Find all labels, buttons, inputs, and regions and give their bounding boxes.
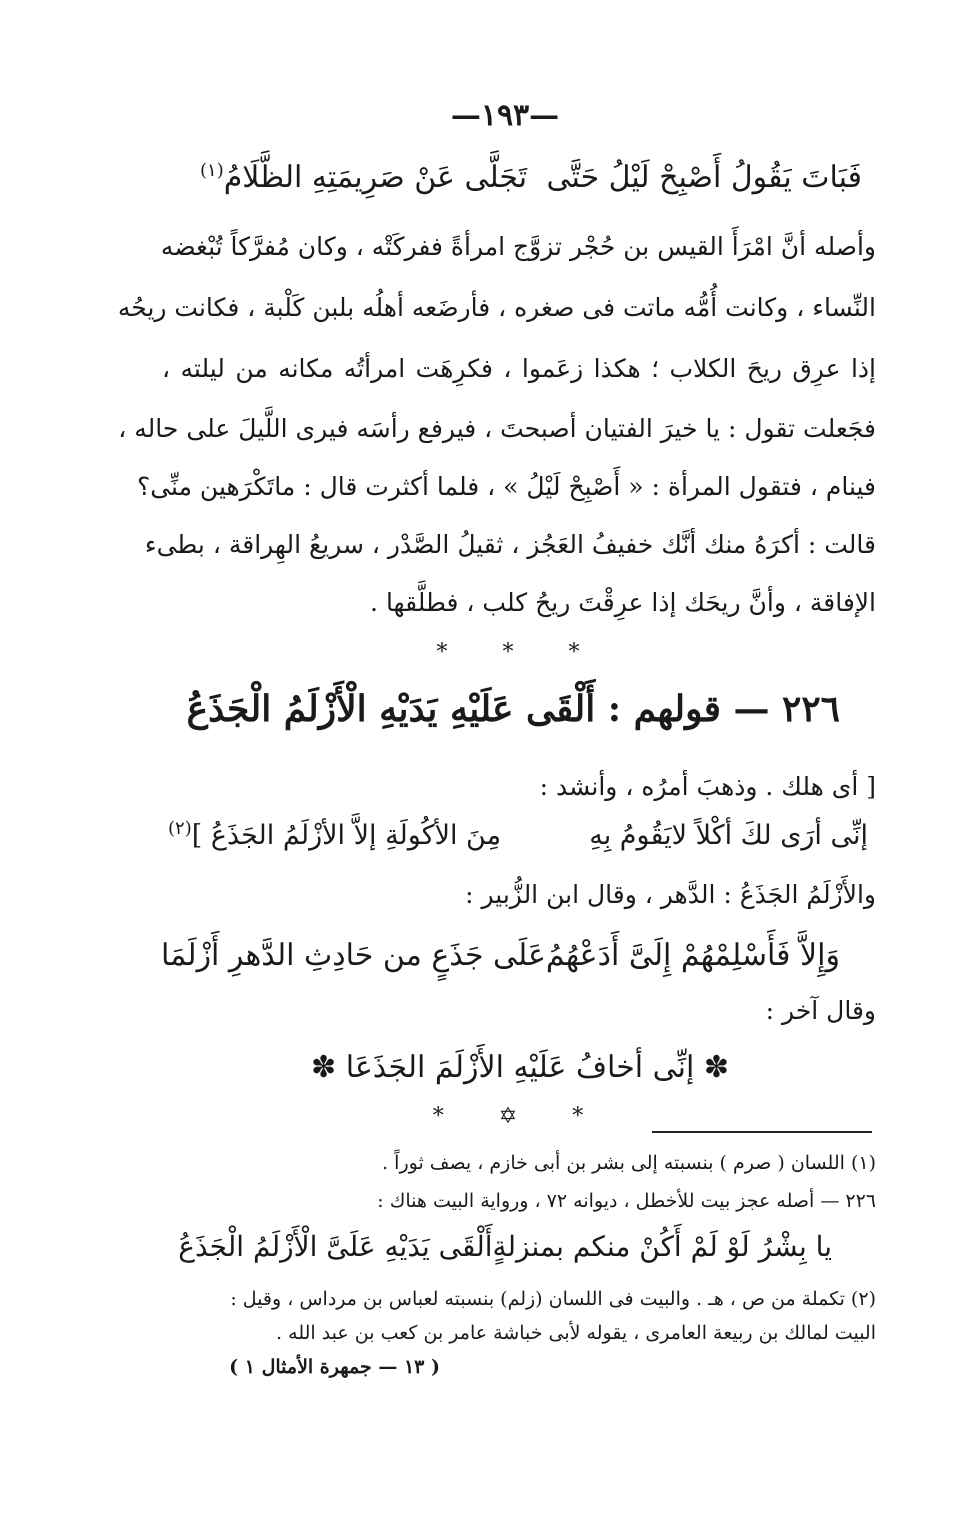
another-said-line: وقال آخر :	[765, 996, 876, 1025]
meaning-line: [ أى هلك . وذهبَ أمرُه ، وأنشد :	[539, 772, 876, 801]
footnote-ref-1: (١)	[200, 160, 224, 181]
paragraph-line-1: وأصله أنَّ امْرَأَ القيس بن حُجْر تزوَّج امرأةً ففركَتْه ، وكان مُفرَّكاً تُبْغضه	[160, 232, 876, 261]
footnote-2-line-1: (٢) تكملة من ص ، هـ . والبيت فى اللسان (زلم) بنسبته لعباس بن مرداس ، وقيل :	[230, 1288, 876, 1310]
paragraph-line-6: قالت : أكرَهُ منك أنَّك خفيفُ العَجُز ، ثقيلُ الصَّدْر ، سريعُ الهِراقة ، بطىء	[144, 530, 876, 559]
footnote-verse-second: أَلْقَى يَدَيْهِ عَلَىَّ الْأَزْلَمُ الْجَذَعُ	[178, 1230, 493, 1263]
paragraph-line-5: فينام ، فتقول المرأة : « أَصْبِحْ لَيْلُ » ، فلما أكثرت قال : ماتَكْرَهين منِّى؟	[136, 472, 876, 501]
verse-2-first-hemistich: إنِّى أرَى لكَ أكْلاً لايَقُومُ بِهِ	[589, 820, 868, 851]
footnote-226: ٢٢٦ — أصله عجز بيت للأخطل ، ديوانه ٧٢ ، ورواية البيت هناك :	[377, 1190, 876, 1212]
footnote-verse	[178, 1230, 832, 1263]
definition-line: والأَزْلَمُ الجَذَعُ : الدَّهر ، وقال ابن الزُّبير :	[465, 880, 876, 909]
footnote-1: (١) اللسان ( صرم ) بنسبته إلى بشر بن أبى خازم ، يصف ثوراً .	[382, 1152, 876, 1174]
verse-2-second-hemistich	[168, 818, 501, 851]
paragraph-line-7: الإفاقة ، وأنَّ ريحَك إذا عرِقْتَ ريحُ كلب ، فطلَّقها .	[370, 588, 876, 617]
proverb-heading: ٢٢٦ — قولهم : أَلْقَى عَلَيْهِ يَدَيْهِ الْأَزْلَمُ الْجَذَعُ	[186, 688, 840, 730]
verse-2	[168, 818, 868, 851]
footnote-ref-2: (٢)	[168, 818, 192, 839]
footnote-2-line-2: البيت لمالك بن ربيعة العامرى ، يقوله لأبى خباشة عامر بن كعب بن عبد الله .	[276, 1322, 876, 1344]
signature-mark: ( ١٣ — جمهرة الأمثال ١ )	[229, 1356, 440, 1378]
footnote-rule	[652, 1131, 872, 1133]
verse-1-second-text: تَجَلَّى عَنْ صَرِيمَتِهِ الظَّلَامُ	[223, 160, 528, 195]
verse-1	[200, 160, 862, 195]
verse-1-second-hemistich	[200, 160, 527, 195]
paragraph-line-3: إذا عرِق ريحَ الكلاب ؛ هكذا زعَموا ، فكرِهَت امرأتُه مكانه من ليلته ،	[162, 354, 876, 383]
verse-3	[160, 938, 840, 973]
footnote-verse-first: يا بِشْرُ لَوْ لَمْ أَكُنْ منكم بمنزلةٍ	[492, 1230, 832, 1263]
paragraph-line-4: فجَعلت تقول : يا خيرَ الفتيان أصبحتَ ، فيرفع رأسَه فيرى اللَّيلَ على حاله ،	[118, 414, 876, 443]
verse-4: ✽ إنِّى أخافُ عَلَيْهِ الأَزْلَمَ الجَذَعَا ✽	[311, 1050, 729, 1085]
section-separator: * * *	[436, 640, 604, 665]
page-number: —١٩٣—	[450, 98, 560, 133]
section-separator-2: * ✡ *	[432, 1104, 608, 1129]
verse-1-first-hemistich: فَبَاتَ يَقُولُ أَصْبِحْ لَيْلُ حَتَّى	[546, 160, 862, 195]
verse-3-second-hemistich: عَلَى جَذَعٍ من حَادِثِ الدَّهرِ أَزْلَمَا	[160, 938, 546, 973]
verse-2-second-text: مِنَ الأكُولَةِ إلاَّ الأزْلَمُ الجَذَعُ ]	[191, 820, 502, 851]
paragraph-line-2: النِّساء ، وكانت أُمُّه ماتت فى صغره ، فأرضَعه أهلُه بلبن كَلْبة ، فكانت ريحُه	[117, 293, 876, 322]
verse-3-first-hemistich: وَإِلاَّ فَأَسْلِمْهُمْ إِلَىَّ أَدَعْهُمُ	[545, 938, 840, 973]
